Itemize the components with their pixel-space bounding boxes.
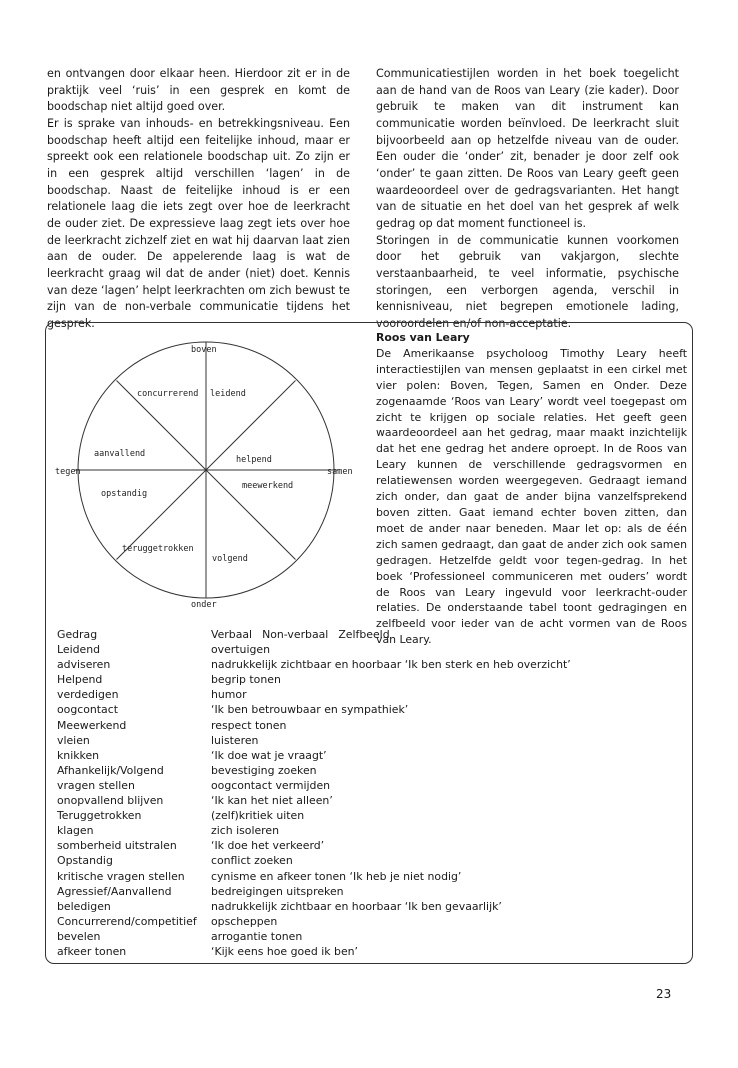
table-cell-term: Teruggetrokken	[57, 809, 142, 823]
table-cell-description: nadrukkelijk zichtbaar en hoorbaar ‘Ik ben sterk en heb overzicht’	[211, 658, 571, 672]
label-leidend: leidend	[210, 389, 246, 399]
table-cell-description: zich isoleren	[211, 824, 280, 838]
page-number: 23	[656, 987, 672, 1001]
behavior-table	[57, 627, 687, 959]
table-row	[57, 657, 687, 672]
table-row	[57, 944, 687, 959]
table-cell-term: oogcontact	[57, 703, 118, 717]
label-onder: onder	[191, 600, 217, 610]
table-row	[57, 823, 687, 838]
leary-explanation	[376, 330, 687, 648]
table-row	[57, 718, 687, 733]
label-samen: samen	[327, 467, 353, 477]
label-opstandig: opstandig	[101, 489, 148, 499]
table-cell-term: klagen	[57, 824, 94, 838]
label-helpend: helpend	[236, 455, 272, 465]
table-row	[57, 793, 687, 808]
label-volgend: volgend	[212, 554, 248, 564]
table-cell-description: ‘Ik ben betrouwbaar en sympathiek’	[211, 703, 409, 717]
table-row	[57, 853, 687, 868]
table-cell-description: ‘Ik doe het verkeerd’	[211, 839, 325, 853]
header-columns	[211, 627, 687, 642]
table-cell-description: humor	[211, 688, 247, 702]
table-cell-description: opscheppen	[211, 914, 278, 928]
table-row	[57, 702, 687, 717]
table-cell-term: vleien	[57, 733, 90, 747]
table-cell-term: knikken	[57, 748, 100, 762]
table-cell-term: adviseren	[57, 658, 111, 672]
table-row	[57, 899, 687, 914]
table-row	[57, 763, 687, 778]
leary-info-box	[45, 322, 693, 964]
table-cell-term: verdedigen	[57, 688, 119, 702]
table-cell-term: kritische vragen stellen	[57, 869, 185, 883]
table-cell-term: bevelen	[57, 929, 101, 943]
right-paragraph-2: Storingen in de communicatie kunnen voorkomen door het gebruik van vakjargon, slechte verstaanbaarheid, te veel informatie, psychische storingen, een verborgen agenda, verschil in kennisniveau, niet begrepen emotionele lading, vooroordelen en/of non-acceptatie.	[376, 233, 679, 330]
table-cell-description: ‘Kijk eens hoe goed ik ben’	[211, 944, 359, 958]
left-paragraph-2: Er is sprake van inhouds- en betrekkingsniveau. Een boodschap heeft altijd een feitelijke inhoud, maar er spreekt ook een relationele boodschap uit. Zo zijn er in een gesprek altijd verschillen ‘lagen’ in de boodschap. Naast de feitelijke inhoud is er een relationele laag die iets zegt over hoe de leerkracht de ouder ziet. De expressieve laag zegt iets over hoe de leerkracht zichzelf ziet en wat hij daarvan laat zien aan de ouder. De appelerende laag is wat de leerkracht graag wil dat de ander (niet) doet. Kennis van deze ‘lagen’ helpt leerkrachten om zich bewust te zijn van de non-verbale communicatie tijdens het gesprek.	[47, 116, 350, 330]
table-cell-description: ‘Ik doe wat je vraagt’	[211, 748, 327, 762]
table-cell-term: Concurrerend/competitief	[57, 914, 197, 928]
table-cell-description: oogcontact vermijden	[211, 778, 331, 792]
table-row	[57, 687, 687, 702]
table-cell-term: onopvallend blijven	[57, 794, 164, 808]
table-row	[57, 884, 687, 899]
table-row	[57, 838, 687, 853]
table-cell-description: respect tonen	[211, 718, 287, 732]
table-row	[57, 869, 687, 884]
table-cell-term: Afhankelijk/Volgend	[57, 763, 164, 777]
table-cell-term: Opstandig	[57, 854, 113, 868]
label-tegen: tegen	[55, 467, 81, 477]
table-row	[57, 778, 687, 793]
table-cell-term: afkeer tonen	[57, 944, 127, 958]
leary-rose-diagram	[46, 323, 366, 623]
header-non-verbaal: Non-verbaal	[262, 628, 329, 641]
table-cell-description: begrip tonen	[211, 673, 281, 687]
table-cell-description: bevestiging zoeken	[211, 763, 317, 777]
header-gedrag: Gedrag	[57, 628, 98, 641]
table-cell-description: ‘Ik kan het niet alleen’	[211, 794, 333, 808]
label-aanvallend: aanvallend	[94, 449, 146, 459]
table-cell-term: Helpend	[57, 673, 103, 687]
table-cell-term: somberheid uitstralen	[57, 839, 177, 853]
table-cell-description: nadrukkelijk zichtbaar en hoorbaar ‘Ik ben gevaarlijk’	[211, 899, 502, 913]
table-cell-description: luisteren	[211, 733, 259, 747]
table-cell-term: Meewerkend	[57, 718, 127, 732]
table-row	[57, 748, 687, 763]
table-row	[57, 672, 687, 687]
table-cell-description: bedreigingen uitspreken	[211, 884, 344, 898]
table-cell-term: beledigen	[57, 899, 111, 913]
table-header-row	[57, 627, 687, 642]
header-verbaal: Verbaal	[211, 628, 253, 641]
left-paragraph-1: en ontvangen door elkaar heen. Hierdoor zit er in de praktijk veel ‘ruis’ in een gesprek en komt de boodschap niet altijd goed over.	[47, 67, 350, 114]
table-row	[57, 914, 687, 929]
table-cell-description: cynisme en afkeer tonen ‘Ik heb je niet nodig’	[211, 869, 462, 883]
label-teruggetrokken: teruggetrokken	[122, 544, 194, 554]
sidebar-text: De Amerikaanse psycholoog Timothy Leary heeft interactiestijlen van mensen geplaatst in een cirkel met vier polen: Boven, Tegen, Samen en Onder. Deze zogenaamde ‘Roos van Leary’ wordt veel toegepast om zicht te krijgen op sociale relaties. Het geeft geen waardeoordeel aan het gedrag, maar maakt inzichtelijk dat het ene gedrag het andere oproept. In de Roos van Leary kunnen de verschillende gedragsvormen en relatiewensen worden weergegeven. Gedraagt iemand zich onder, dan gaat de ander bijna vanzelfsprekend boven zitten. Gaat iemand echter boven zitten, dan moet de ander naar beneden. Maar let op: als de één zich samen gedraagt, dan gaat de ander zich ook samen gedragen. Hetzelfde geldt voor tegen-gedrag. In het boek ‘Professioneel communiceren met ouders’ wordt de Roos van Leary ingevuld voor leerkracht-ouder relaties. De onderstaande tabel toont gedragingen en zelfbeeld voor ieder van de acht vormen van de Roos van Leary.	[376, 346, 687, 647]
label-meewerkend: meewerkend	[242, 481, 294, 491]
label-concurrerend: concurrerend	[137, 389, 199, 399]
table-cell-description: conflict zoeken	[211, 854, 293, 868]
table-row	[57, 642, 687, 657]
table-cell-description: arrogantie tonen	[211, 929, 303, 943]
header-zelfbeeld: Zelfbeeld	[338, 628, 390, 641]
table-cell-term: Agressief/Aanvallend	[57, 884, 172, 898]
table-row	[57, 733, 687, 748]
table-cell-description: (zelf)kritiek uiten	[211, 809, 305, 823]
table-row	[57, 929, 687, 944]
table-cell-term: Leidend	[57, 643, 101, 657]
label-boven: boven	[191, 345, 217, 355]
right-paragraph-1: Communicatiestijlen worden in het boek toegelicht aan de hand van de Roos van Leary (zie kader). Door gebruik te maken van dit instrument kan communicatie worden beïnvloed. De leerkracht sluit bijvoorbeeld aan op hetzelfde niveau van de ouder. Een ouder die ‘onder’ zit, benader je door zelf ook ‘onder’ te gaan zitten. De Roos van Leary geeft geen waardeoordeel over de gedragsvarianten. Het hangt van de situatie en het doel van het gesprek af welk gedrag op dat moment functioneel is.	[376, 67, 679, 230]
left-text-column	[47, 66, 350, 333]
sidebar-title: Roos van Leary	[376, 331, 470, 344]
table-cell-term: vragen stellen	[57, 778, 135, 792]
table-row	[57, 808, 687, 823]
table-cell-description: overtuigen	[211, 643, 270, 657]
right-text-column	[376, 66, 679, 333]
